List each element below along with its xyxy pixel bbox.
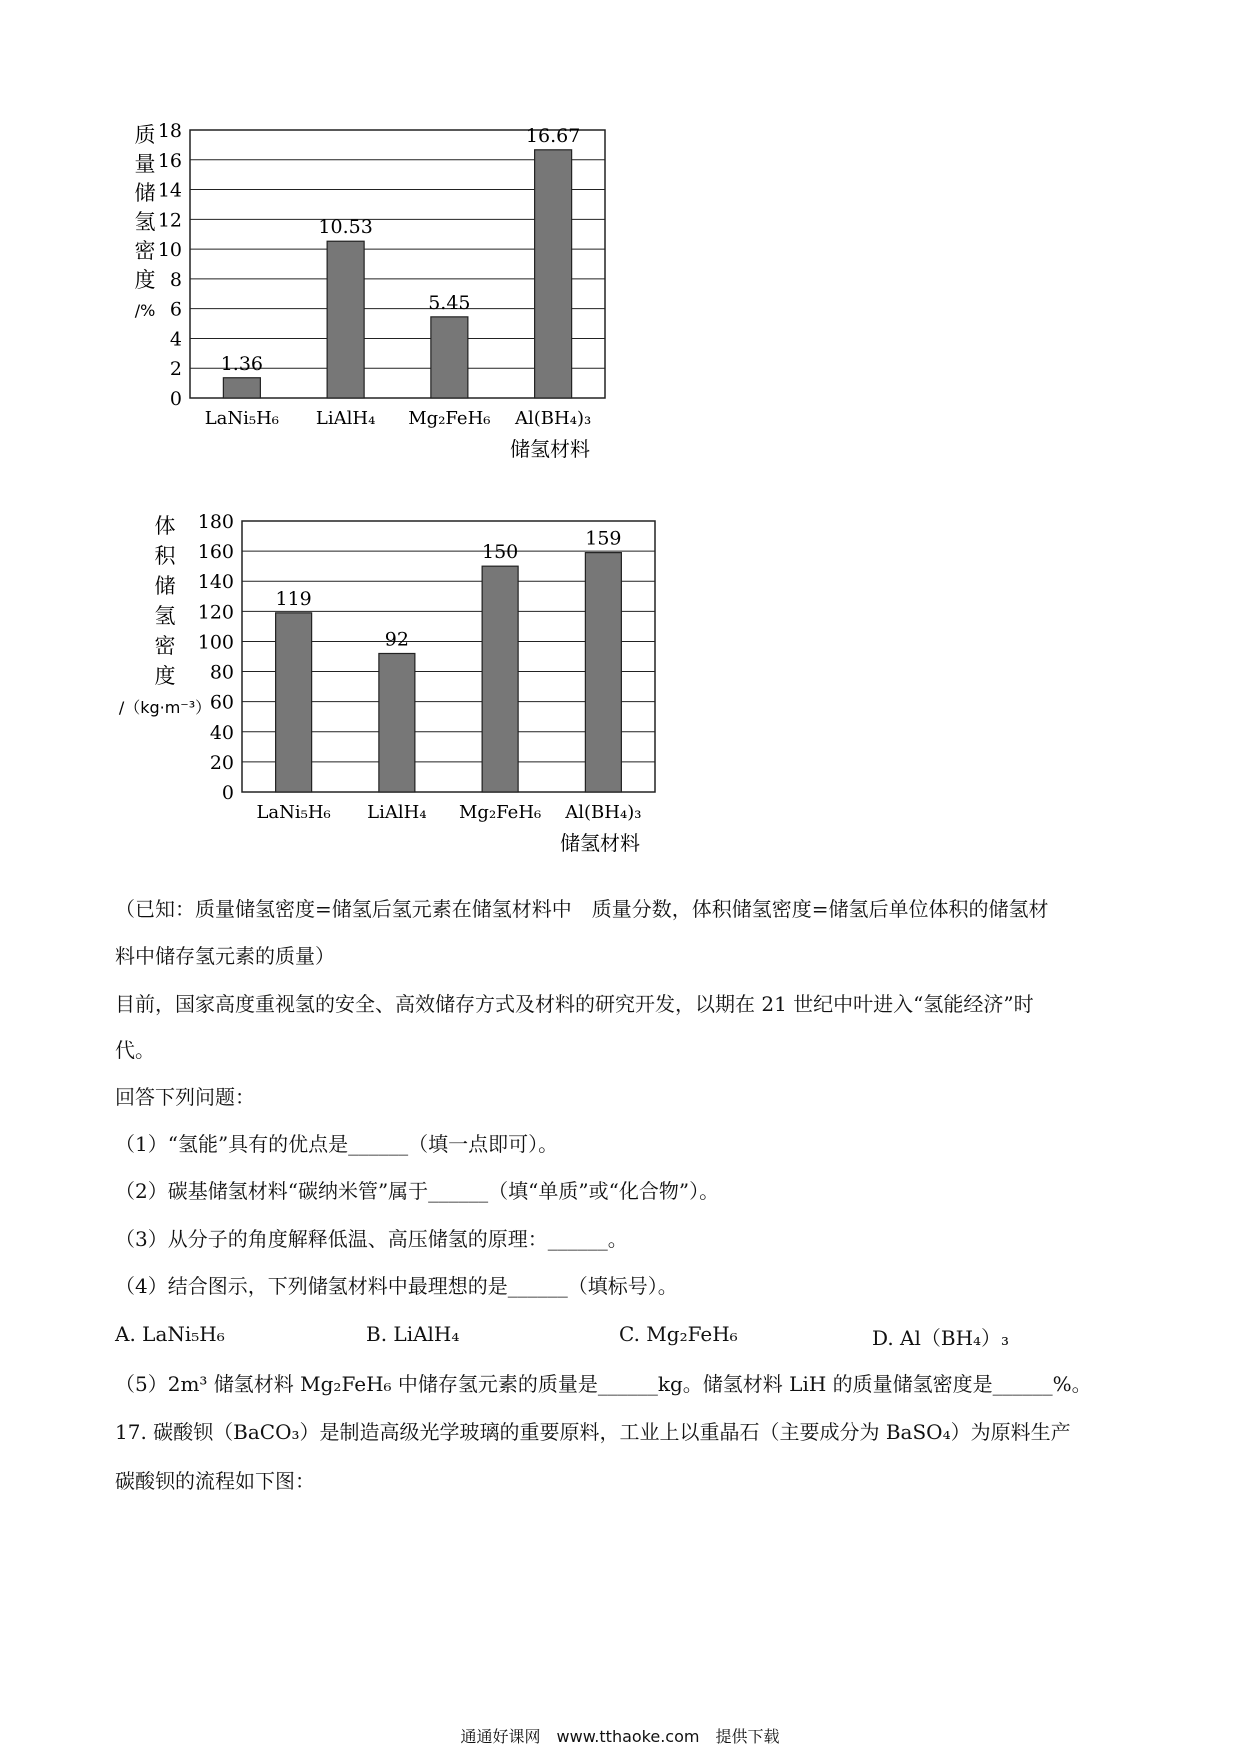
y-axis-label-part: 氢 xyxy=(154,604,176,628)
question-2: （2）碳基储氢材料“碳纳米管”属于______（填“单质”或“化合物”）。 xyxy=(115,1179,720,1203)
bar xyxy=(585,553,621,792)
mass-density-chart xyxy=(110,110,630,470)
y-tick-label: 120 xyxy=(197,601,234,624)
x-tick-label: LaNi₅H₆ xyxy=(204,408,280,429)
x-tick-label: Mg₂FeH₆ xyxy=(408,408,491,429)
x-tick-label: LaNi₅H₆ xyxy=(256,802,331,823)
y-axis-label-part: 度 xyxy=(154,664,176,688)
y-tick-label: 16 xyxy=(157,149,182,172)
y-tick-label: 6 xyxy=(169,298,182,321)
data-label: 119 xyxy=(275,587,312,610)
y-tick-label: 60 xyxy=(209,691,234,714)
y-tick-label: 14 xyxy=(157,179,182,202)
data-label: 159 xyxy=(585,527,622,550)
y-axis-label-part: 质 xyxy=(134,123,156,147)
y-tick-label: 0 xyxy=(221,782,234,804)
y-axis-label-part: 度 xyxy=(134,268,156,292)
y-axis-label-part: 量 xyxy=(134,152,156,176)
y-axis-label-part: 密 xyxy=(134,239,156,263)
data-label: 150 xyxy=(481,541,519,564)
volume-density-chart-svg xyxy=(105,500,685,865)
y-axis-label-part: 体 xyxy=(154,514,176,538)
question-3: （3）从分子的角度解释低温、高压储氢的原理：______。 xyxy=(115,1227,628,1251)
bar xyxy=(327,241,364,398)
y-tick-label: 40 xyxy=(209,721,234,744)
question-5: （5）2m³ 储氢材料 Mg₂FeH₆ 中储存氢元素的质量是______kg。储氢材料 LiH 的质量储氢密度是______%。 xyxy=(115,1372,1092,1396)
y-axis-label-part: /（kg·m⁻³） xyxy=(118,698,212,717)
bar xyxy=(223,378,260,398)
y-tick-label: 180 xyxy=(197,511,234,533)
data-label: 92 xyxy=(384,628,409,651)
mass-density-chart-svg xyxy=(110,110,630,470)
volume-density-chart xyxy=(105,500,685,865)
para-line-1: 目前，国家高度重视氢的安全、高效储存方式及材料的研究开发，以期在 21 世纪中叶进入“氢能经济”时 xyxy=(115,992,1034,1016)
y-tick-label: 0 xyxy=(169,388,182,410)
option-d: D. Al（BH₄）₃ xyxy=(872,1326,1010,1350)
y-tick-label: 4 xyxy=(169,328,182,351)
y-tick-label: 8 xyxy=(169,268,182,291)
option-b: B. LiAlH₄ xyxy=(366,1322,460,1346)
question-17-line-2: 碳酸钡的流程如下图： xyxy=(115,1469,315,1493)
y-tick-label: 160 xyxy=(197,541,234,564)
y-axis-label-part: /% xyxy=(134,301,156,320)
bar xyxy=(482,566,518,792)
question-1: （1）“氢能”具有的优点是______（填一点即可）。 xyxy=(115,1132,559,1156)
answer-prompt: 回答下列问题： xyxy=(115,1085,255,1109)
y-axis-label-part: 储 xyxy=(134,181,156,205)
x-tick-label: Mg₂FeH₆ xyxy=(459,802,542,823)
y-tick-label: 140 xyxy=(197,571,234,594)
option-c: C. Mg₂FeH₆ xyxy=(619,1322,738,1346)
y-tick-label: 10 xyxy=(157,239,182,262)
y-tick-label: 100 xyxy=(197,631,234,654)
x-tick-label: LiAlH₄ xyxy=(315,408,376,429)
option-a: A. LaNi₅H₆ xyxy=(115,1322,225,1346)
footer: 通通好课网 www.tthaoke.com 提供下载 xyxy=(460,1727,780,1746)
y-tick-label: 80 xyxy=(209,661,234,684)
x-axis-label: 储氢材料 xyxy=(560,831,640,855)
bar xyxy=(379,653,415,792)
y-tick-label: 12 xyxy=(157,209,182,232)
x-tick-label: Al(BH₄)₃ xyxy=(515,408,592,429)
bar xyxy=(431,317,468,398)
y-axis-label-part: 积 xyxy=(154,544,176,568)
x-tick-label: LiAlH₄ xyxy=(367,802,427,823)
y-axis-label-part: 密 xyxy=(154,634,176,658)
question-17-line-1: 17. 碳酸钡（BaCO₃）是制造高级光学玻璃的重要原料，工业上以重晶石（主要成分为 BaSO₄）为原料生产 xyxy=(115,1420,1071,1444)
x-axis-label: 储氢材料 xyxy=(510,437,590,461)
data-label: 1.36 xyxy=(220,352,264,375)
y-axis-label-part: 氢 xyxy=(134,210,156,234)
data-label: 10.53 xyxy=(318,216,373,239)
note-line-2: 料中储存氢元素的质量） xyxy=(115,944,335,968)
y-tick-label: 18 xyxy=(157,120,182,142)
question-4: （4）结合图示，下列储氢材料中最理想的是______（填标号）。 xyxy=(115,1274,678,1298)
data-label: 16.67 xyxy=(525,124,581,147)
note-line-1: （已知：质量储氢密度=储氢后氢元素在储氢材料中 质量分数，体积储氢密度=储氢后单位体积的储氢材 xyxy=(115,897,1049,921)
x-tick-label: Al(BH₄)₃ xyxy=(565,802,642,823)
data-label: 5.45 xyxy=(428,291,471,314)
y-axis-label-part: 储 xyxy=(154,574,176,598)
bar xyxy=(535,150,572,398)
y-tick-label: 2 xyxy=(169,358,182,381)
y-tick-label: 20 xyxy=(209,751,234,774)
bar xyxy=(276,613,312,792)
para-line-2: 代。 xyxy=(115,1038,155,1062)
